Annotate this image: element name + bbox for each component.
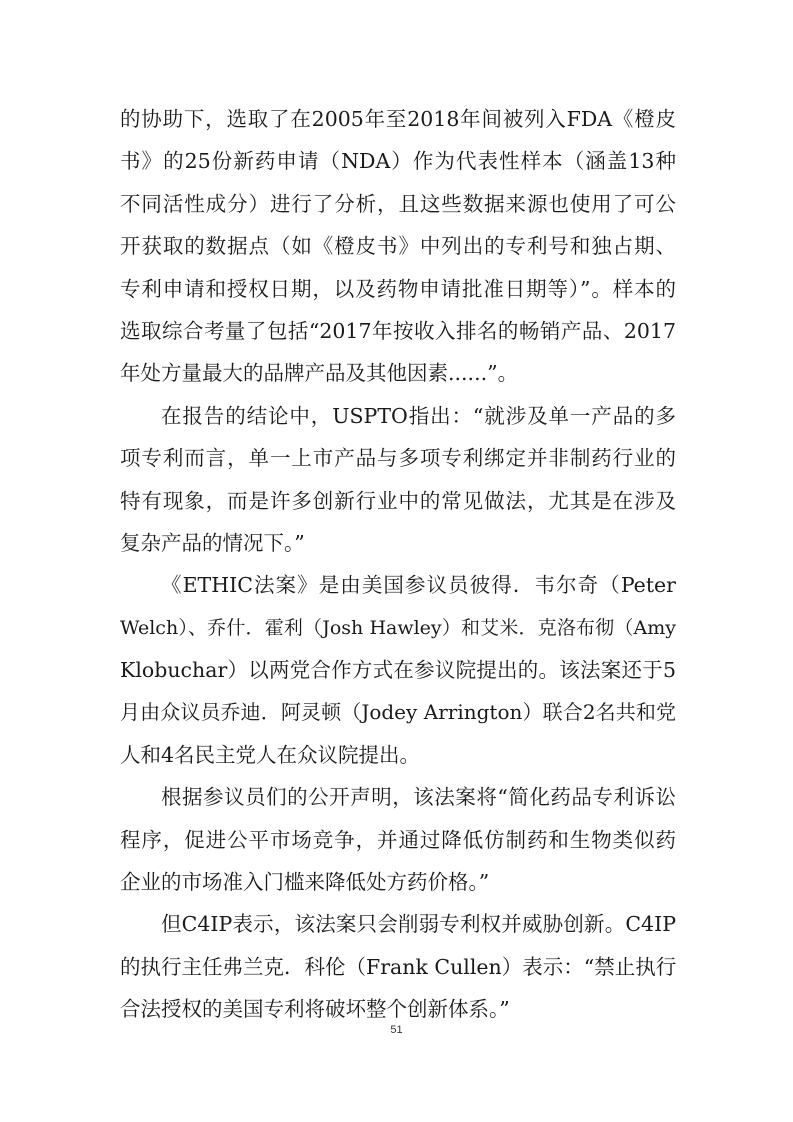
text-line: Welch）、乔什．霍利（Josh Hawley）和艾米．克洛布彻（Amy [120, 616, 676, 639]
text-line: 在报告的结论中，USPTO指出：“就涉及单一产品的多 [161, 403, 676, 428]
text-line: 人和4名民主党人在众议院提出。 [120, 742, 421, 767]
text-line: 但C4IP表示，该法案只会削弱专利权并威胁创新。C4IP [161, 912, 676, 937]
text-line: 项专利而言，单一上市产品与多项专利绑定并非制药行业的 [120, 446, 676, 471]
text-line: 程序，促进公平市场竞争，并通过降低仿制药和生物类似药 [120, 827, 676, 852]
text-line: 年处方量最大的品牌产品及其他因素......”。 [120, 361, 519, 386]
text-line: 复杂产品的情况下。” [120, 530, 305, 555]
text-line: 企业的市场准入门槛来降低处方药价格。” [120, 870, 490, 895]
text-line: 月由众议员乔迪．阿灵顿（Jodey Arrington）联合2名共和党 [120, 700, 676, 725]
page-number: 51 [390, 1024, 403, 1036]
text-line: 开获取的数据点（如《橙皮书》中列出的专利号和独占期、 [120, 234, 676, 259]
text-line: 的协助下，选取了在2005年至2018年间被列入FDA《橙皮 [120, 107, 676, 131]
text-line: 根据参议员们的公开声明，该法案将“简化药品专利诉讼 [161, 785, 676, 810]
text-line: 特有现象，而是许多创新行业中的常见做法，尤其是在涉及 [120, 488, 676, 513]
text-line: 的执行主任弗兰克．科伦（Frank Cullen）表示：“禁止执行 [120, 954, 676, 979]
text-line: 书》的25份新药申请（NDA）作为代表性样本（涵盖13种 [120, 149, 676, 174]
text-line: 选取综合考量了包括“2017年按收入排名的畅销产品、2017 [120, 318, 676, 343]
text-line: 合法授权的美国专利将破坏整个创新体系。” [120, 997, 510, 1022]
body-text [120, 98, 676, 1031]
text-line: Klobuchar）以两党合作方式在参议院提出的。该法案还于5 [120, 658, 676, 683]
text-line: 不同活性成分）进行了分析，且这些数据来源也使用了可公 [120, 191, 676, 216]
text-line: 专利申请和授权日期，以及药物申请批准日期等）”。样本的 [120, 276, 676, 301]
text-line: 《ETHIC法案》是由美国参议员彼得．韦尔奇（Peter [161, 573, 676, 598]
